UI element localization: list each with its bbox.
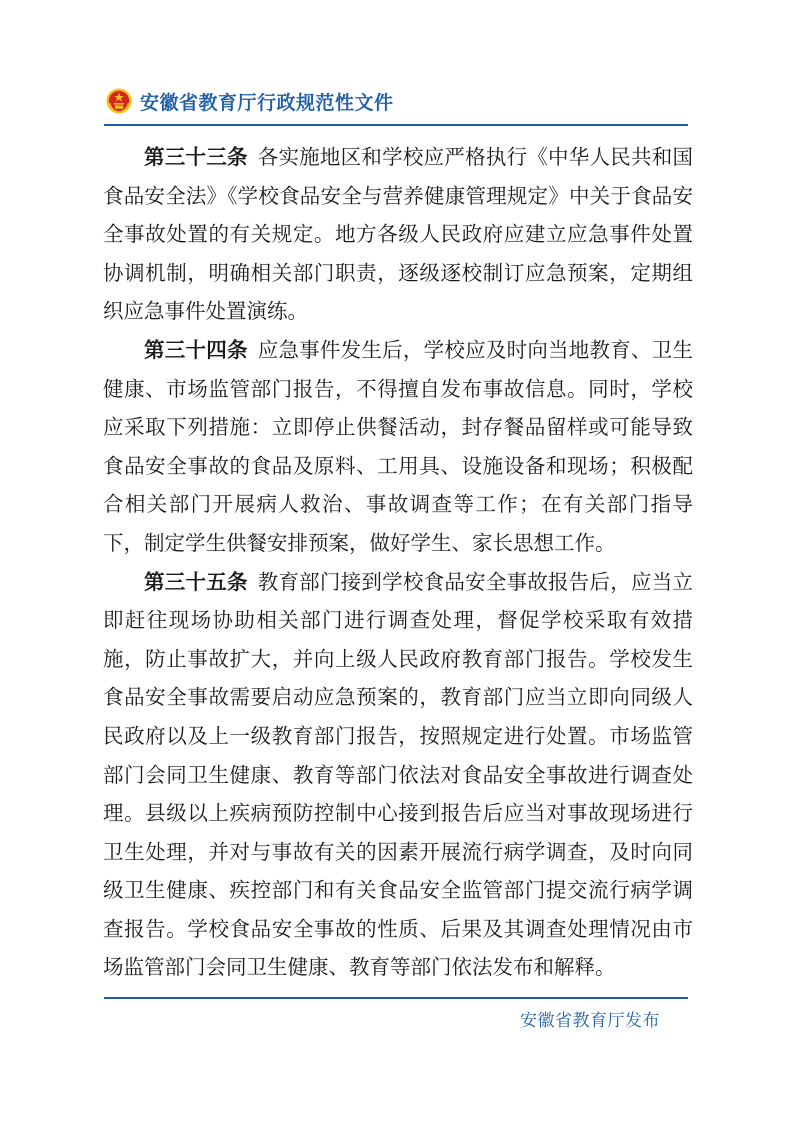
article-heading: 第三十五条 xyxy=(144,569,248,594)
document-header xyxy=(106,84,394,118)
document-body xyxy=(103,138,693,987)
footer-publisher: 安徽省教育厅发布 xyxy=(520,1011,660,1031)
article-33 xyxy=(103,138,693,331)
article-34 xyxy=(103,331,693,563)
header-divider xyxy=(104,124,688,126)
article-35 xyxy=(103,563,693,988)
article-text: 各实施地区和学校应严格执行《中华人民共和国食品安全法》《学校食品安全与营养健康管理规定》中关于食品安全事故处置的有关规定。地方各级人民政府应建立应急事件处置协调机制，明确相关部门职责，逐级逐校制订应急预案，定期组织应急事件处置演练。 xyxy=(103,145,694,324)
footer-divider xyxy=(104,997,688,999)
article-text: 应急事件发生后，学校应及时向当地教育、卫生健康、市场监管部门报告，不得擅自发布事故信息。同时，学校应采取下列措施：立即停止供餐活动，封存餐品留样或可能导致食品安全事故的食品及原料、工用具、设施设备和现场；积极配合相关部门开展病人救治、事故调查等工作；在有关部门指导下，制定学生供餐安排预案，做好学生、家长思想工作。 xyxy=(103,337,694,555)
article-text: 教育部门接到学校食品安全事故报告后，应当立即赶往现场协助相关部门进行调查处理，督促学校采取有效措施，防止事故扩大，并向上级人民政府教育部门报告。学校发生食品安全事故需要启动应急预案的，教育部门应当立即向同级人民政府以及上一级教育部门报告，按照规定进行处置。市场监管部门会同卫生健康、教育等部门依法对食品安全事故进行调查处理。县级以上疾病预防控制中心接到报告后应当对事故现场进行卫生处理，并对与事故有关的因素开展流行病学调查，及时向同级卫生健康、疾控部门和有关食品安全监管部门提交流行病学调查报告。学校食品安全事故的性质、后果及其调查处理情况由市场监管部门会同卫生健康、教育等部门依法发布和解释。 xyxy=(103,569,694,980)
national-emblem-icon xyxy=(106,88,132,114)
article-heading: 第三十四条 xyxy=(144,337,248,362)
article-heading: 第三十三条 xyxy=(144,145,248,169)
header-title: 安徽省教育厅行政规范性文件 xyxy=(140,91,394,114)
